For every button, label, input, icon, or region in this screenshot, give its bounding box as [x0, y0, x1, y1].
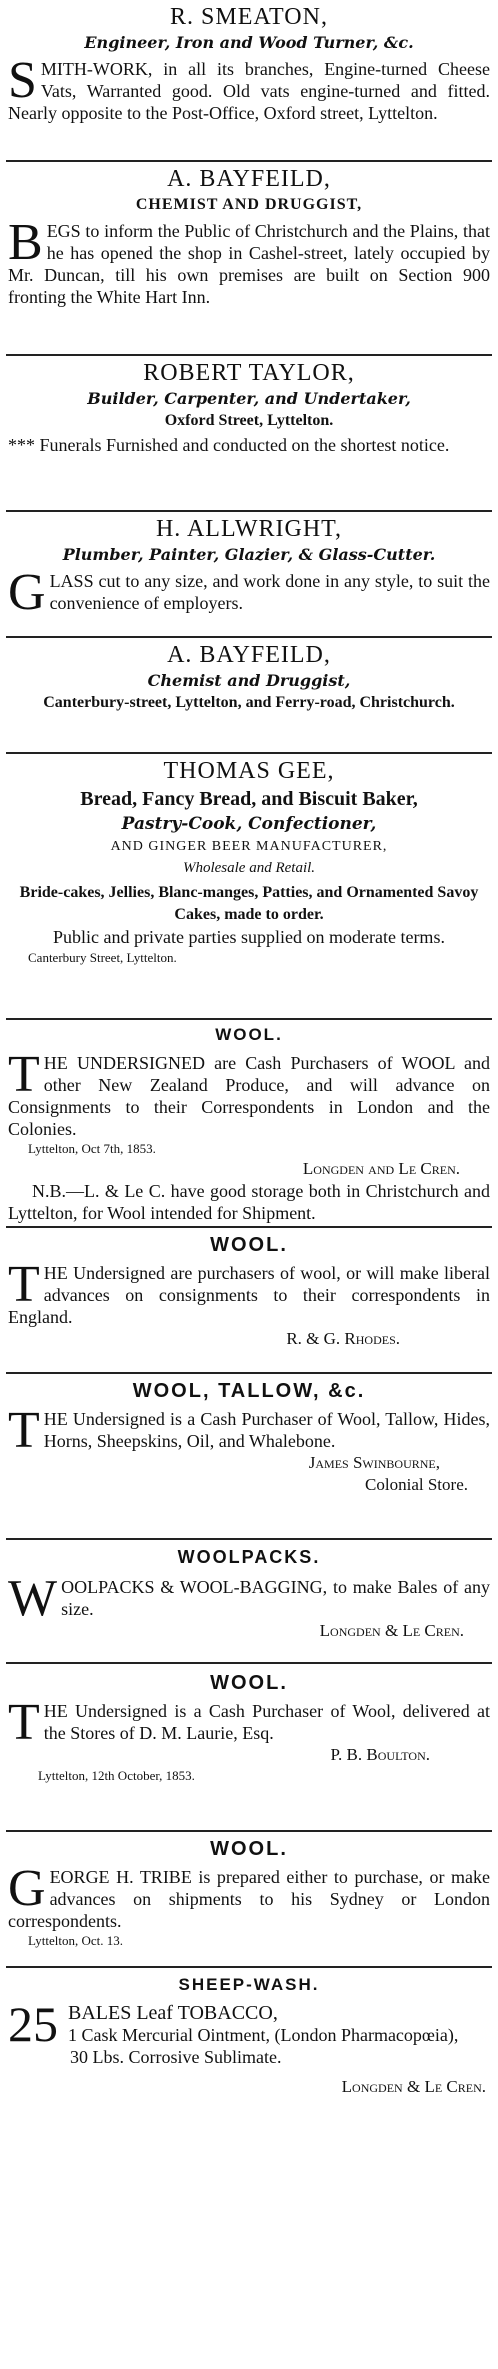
- divider: [6, 1830, 492, 1832]
- ad-signature: Longden & Le Cren.: [341, 2077, 486, 2096]
- ad-subtitle: Plumber, Painter, Glazier, & Glass-Cutter.: [62, 545, 436, 564]
- ad-bayfeild-chemist: [8, 164, 490, 308]
- ad-address: Oxford Street, Lyttelton.: [164, 412, 334, 429]
- ad-signature: Longden and Le Cren.: [302, 1159, 460, 1178]
- ad-line: AND GINGER BEER MANUFACTURER,: [110, 839, 388, 854]
- ad-line-italic: Wholesale and Retail.: [182, 860, 316, 876]
- ad-subtitle: Builder, Carpenter, and Undertaker,: [87, 389, 411, 408]
- ad-wool-longden: [8, 1022, 490, 1224]
- ad-footer: Canterbury Street, Lyttelton.: [28, 950, 177, 965]
- divider: [6, 1662, 492, 1664]
- ad-robert-taylor: [8, 358, 490, 456]
- ad-note: N.B.—L. & Le C. have good storage both in Christchurch and Lyttelton, for Wool intended for Shipment.: [8, 1181, 490, 1223]
- ad-line-3: 30 Lbs. Corrosive Sublimate.: [70, 2047, 282, 2067]
- ad-bayfeild-druggist: [8, 640, 490, 714]
- ad-title: H. ALLWRIGHT,: [155, 516, 343, 542]
- ad-date: Lyttelton, Oct. 13.: [28, 1933, 123, 1948]
- divider: [6, 510, 492, 512]
- ad-subtitle: CHEMIST AND DRUGGIST,: [135, 196, 363, 213]
- ad-wool-tribe: [8, 1836, 490, 1950]
- ad-subtitle-2: Pastry-Cook, Confectioner,: [121, 814, 377, 834]
- ad-line-2: 1 Cask Mercurial Ointment, (London Pharmacopœia),: [68, 2025, 459, 2045]
- divider: [6, 354, 492, 356]
- divider: [6, 160, 492, 162]
- ad-thomas-gee: [8, 756, 490, 968]
- ad-body: [8, 1694, 490, 1751]
- ad-signature: R. & G. Rhodes.: [286, 1329, 400, 1348]
- ad-signature: Longden & Le Cren.: [319, 1621, 464, 1640]
- ad-body-text: LASS cut to any size, and work done in any style, to suit the convenience of employers.: [49, 571, 490, 613]
- ad-signature-2: Colonial Store.: [365, 1475, 468, 1494]
- ad-title: WOOL.: [210, 1672, 288, 1694]
- ad-allwright: [8, 514, 490, 621]
- ad-body-text: HE Undersigned are purchasers of wool, or will make liberal advances on consignments to their correspondents in England.: [8, 1263, 490, 1327]
- drop-cap: B: [8, 214, 43, 271]
- ad-title: A. BAYFEILD,: [167, 642, 331, 668]
- ad-subtitle: Bread, Fancy Bread, and Biscuit Baker,: [80, 788, 418, 810]
- ad-body-text: HE Undersigned is a Cash Purchaser of Wool, Tallow, Hides, Horns, Sheepskins, Oil, and Whalebone.: [43, 1409, 490, 1451]
- ad-body: [8, 1570, 490, 1627]
- ad-title: WOOL.: [215, 1025, 283, 1044]
- ad-body: [8, 564, 490, 621]
- drop-cap: T: [8, 1256, 40, 1313]
- ad-body-text: OOLPACKS & WOOL-BAGGING, to make Bales of any size.: [61, 1577, 490, 1619]
- ad-title: THOMAS GEE,: [163, 758, 335, 784]
- ad-sheep-wash: [8, 1972, 490, 2100]
- ad-smeaton: [8, 2, 490, 124]
- ad-date: Lyttelton, Oct 7th, 1853.: [28, 1141, 156, 1156]
- ad-body-text: MITH-WORK, in all its branches, Engine-turned Cheese Vats, Warranted good. Old vats engine-turned and fitted. Nearly opposite to the Post-Office, Oxford street, Lyttelton.: [8, 59, 490, 123]
- divider: [6, 1226, 492, 1228]
- divider: [6, 1538, 492, 1540]
- ad-address: Canterbury-street, Lyttelton, and Ferry-road, Christchurch.: [43, 694, 455, 711]
- divider: [6, 1372, 492, 1374]
- ad-wool-tallow: [8, 1378, 490, 1496]
- divider: [6, 636, 492, 638]
- ad-title: R. SMEATON,: [170, 4, 328, 30]
- ad-body: Bride-cakes, Jellies, Blanc-manges, Patties, and Ornamented Savoy Cakes, made to order.: [19, 884, 479, 923]
- drop-cap: G: [8, 564, 46, 621]
- divider: [6, 1018, 492, 1020]
- ad-title: SHEEP-WASH.: [178, 1975, 320, 1994]
- ad-body: [8, 1402, 490, 1459]
- ad-wool-boulton: [8, 1670, 490, 1786]
- ad-body: [8, 1046, 490, 1140]
- ad-title: WOOL.: [210, 1838, 288, 1860]
- drop-cap: T: [8, 1402, 40, 1459]
- drop-cap: S: [8, 52, 37, 109]
- ad-signature: P. B. Boulton.: [330, 1745, 430, 1764]
- ad-signature: James Swinbourne,: [308, 1453, 440, 1472]
- divider: [6, 1966, 492, 1968]
- ad-body: [8, 52, 490, 124]
- ad-body-text: EGS to inform the Public of Christchurch and the Plains, that he has opened the shop in Cashel-street, lately occupied by Mr. Duncan, till his own premises are built on Section 900 fronting the White Hart Inn.: [8, 221, 490, 307]
- ad-line-1: BALES Leaf TOBACCO,: [68, 2002, 278, 2024]
- ad-body: [8, 214, 490, 308]
- ad-title: WOOLPACKS.: [177, 1547, 321, 1567]
- ad-wool-rhodes: [8, 1232, 490, 1350]
- ad-subtitle: Engineer, Iron and Wood Turner, &c.: [84, 33, 414, 52]
- ad-body: [8, 1996, 490, 2068]
- ad-subtitle: Chemist and Druggist,: [147, 671, 351, 690]
- drop-cap: T: [8, 1046, 40, 1103]
- ad-title: ROBERT TAYLOR,: [143, 360, 355, 386]
- ad-title: WOOL, TALLOW, &c.: [132, 1380, 366, 1402]
- big-number: 25: [8, 1996, 58, 2052]
- ad-date: Lyttelton, 12th October, 1853.: [38, 1768, 195, 1783]
- ad-body-2: Public and private parties supplied on moderate terms.: [53, 927, 445, 947]
- ad-title: A. BAYFEILD,: [167, 166, 331, 192]
- ad-body: [8, 1256, 490, 1328]
- ad-body-text: HE UNDERSIGNED are Cash Purchasers of WOOL and other New Zealand Produce, and will advance on Consignments to their Correspondents in London and the Colonies.: [8, 1053, 490, 1139]
- ad-body-text: HE Undersigned is a Cash Purchaser of Wool, delivered at the Stores of D. M. Laurie, Esq.: [43, 1701, 490, 1743]
- ad-body-text: EORGE H. TRIBE is prepared either to purchase, or make advances on shipments to his Sydney or London correspondents.: [8, 1867, 490, 1931]
- ad-woolpacks: [8, 1544, 490, 1642]
- ad-title: WOOL.: [210, 1234, 288, 1256]
- ad-body: *** Funerals Furnished and conducted on the shortest notice.: [8, 435, 450, 455]
- ad-body: [8, 1860, 490, 1932]
- divider: [6, 752, 492, 754]
- drop-cap: W: [8, 1570, 58, 1627]
- drop-cap: T: [8, 1694, 40, 1751]
- drop-cap: G: [8, 1860, 46, 1917]
